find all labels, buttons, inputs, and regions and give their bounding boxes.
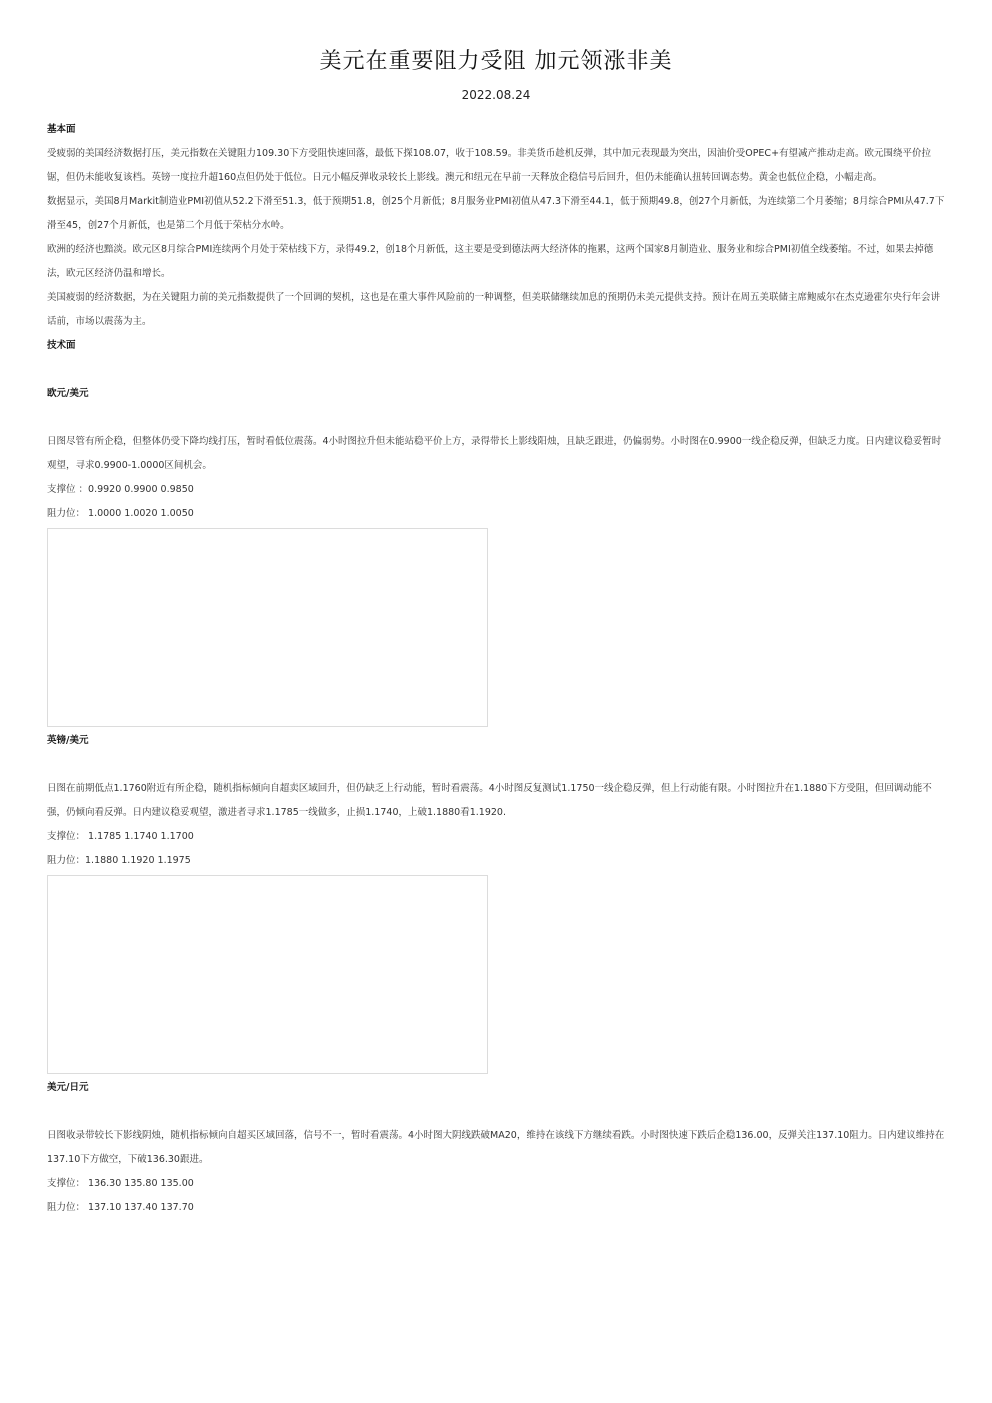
support-levels-usdjpy: 支撑位： 136.30 135.80 135.00 xyxy=(47,1178,194,1189)
article-title: 美元在重要阻力受阻 加元领涨非美 xyxy=(319,49,673,74)
pair-analysis-gbpusd: 日图在前期低点1.1760附近有所企稳，随机指标倾向自超卖区域回升，但仍缺乏上行动能，暂时看震荡。4小时图反复测试1.1750一线企稳反弹，但上行动能有限。小时图拉升在1.1880下方受阻，但回调动能不强，仍倾向看反弹。日内建议稳妥观望，激进者寻求1.1785一线做多，止损1.1740，上破1.1880看1.1920. xyxy=(47,783,932,818)
support-levels-gbpusd: 支撑位： 1.1785 1.1740 1.1700 xyxy=(47,831,194,842)
resistance-levels-eurusd: 阻力位： 1.0000 1.0020 1.0050 xyxy=(47,508,194,519)
pair-analysis-usdjpy: 日图收录带较长下影线阴烛，随机指标倾向自超买区域回落，信号不一，暂时看震荡。4小时图大阴线跌破MA20，维持在该线下方继续看跌。小时图快速下跌后企稳136.00，反弹关注137.10阻力。日内建议维持在137.10下方做空，下破136.30跟进。 xyxy=(47,1130,945,1165)
spacer xyxy=(47,753,947,777)
section-heading-fundamentals: 基本面 xyxy=(47,124,76,135)
spacer xyxy=(47,1100,947,1124)
fundamentals-paragraph: 受疲弱的美国经济数据打压，美元指数在关键阻力109.30下方受阻快速回落，最低下探108.07，收于108.59。非美货币趁机反弹，其中加元表现最为突出，因油价受OPEC+有望减产推动走高。欧元围绕平价拉锯，但仍未能收复该档。英镑一度拉升超160点但仍处于低位。日元小幅反弹收录较长上影线。澳元和纽元在早前一天释放企稳信号后回升，但仍未能确认扭转回调态势。黄金也低位企稳，小幅走高。 xyxy=(47,148,932,183)
spacer xyxy=(47,406,947,430)
resistance-levels-gbpusd: 阻力位：1.1880 1.1920 1.1975 xyxy=(47,855,191,866)
article-body xyxy=(47,118,947,1220)
pair-heading-usdjpy: 美元/日元 xyxy=(47,1082,89,1093)
article-date: 2022.08.24 xyxy=(461,88,531,102)
chart-image-eurusd xyxy=(47,528,488,727)
fundamentals-paragraph: 数据显示，美国8月Markit制造业PMI初值从52.2下滑至51.3，低于预期51.8，创25个月新低；8月服务业PMI初值从47.3下滑至44.1，低于预期49.8，创27个月新低，为连续第二个月萎缩；8月综合PMI从47.7下滑至45，创27个月新低，也是第二个月低于荣枯分水岭。 xyxy=(47,196,945,231)
pair-heading-gbpusd: 英镑/美元 xyxy=(47,735,89,746)
section-heading-technical: 技术面 xyxy=(47,340,76,351)
fundamentals-paragraph: 欧洲的经济也黯淡。欧元区8月综合PMI连续两个月处于荣枯线下方，录得49.2，创18个月新低，这主要是受到德法两大经济体的拖累，这两个国家8月制造业、服务业和综合PMI初值全线萎缩。不过，如果去掉德法，欧元区经济仍温和增长。 xyxy=(47,244,934,279)
pair-analysis-eurusd: 日图尽管有所企稳，但整体仍受下降均线打压，暂时看低位震荡。4小时图拉升但未能站稳平价上方，录得带长上影线阳烛，且缺乏跟进，仍偏弱势。小时图在0.9900一线企稳反弹，但缺乏力度。日内建议稳妥暂时观望，寻求0.9900-1.0000区间机会。 xyxy=(47,436,942,471)
pair-heading-eurusd: 欧元/美元 xyxy=(47,388,89,399)
support-levels-eurusd: 支撑位 ：0.9920 0.9900 0.9850 xyxy=(47,484,194,495)
fundamentals-paragraph: 美国疲弱的经济数据，为在关键阻力前的美元指数提供了一个回调的契机，这也是在重大事件风险前的一种调整，但美联储继续加息的预期仍未美元提供支持。预计在周五美联储主席鲍威尔在杰克逊霍尔央行年会讲话前，市场以震荡为主。 xyxy=(47,292,941,327)
resistance-levels-usdjpy: 阻力位： 137.10 137.40 137.70 xyxy=(47,1202,194,1213)
chart-image-gbpusd xyxy=(47,875,488,1074)
spacer xyxy=(47,358,947,382)
